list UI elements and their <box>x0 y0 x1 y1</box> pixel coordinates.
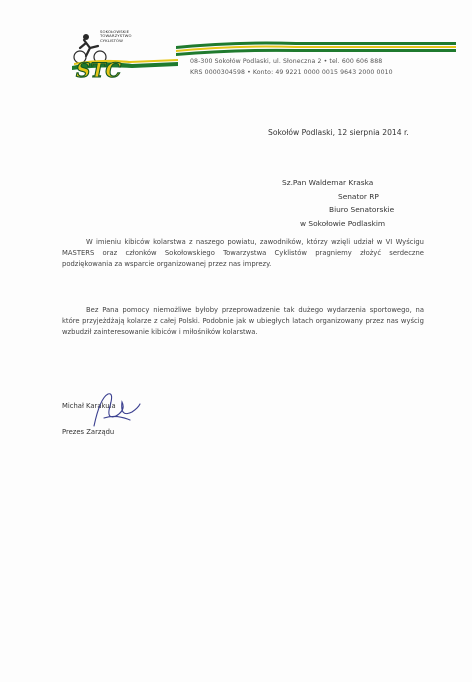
paragraph-text: W imieniu kibiców kolarstwa z naszego powiatu, zawodników, którzy wzięli udział w VI Wyścigu MASTERS oraz członków Sokołowskiego Towarzystwa Cyklistów pragniemy złożyć serdeczne podziękowania za wsparcie organizowanej przez nas imprezy. <box>62 238 424 269</box>
address-line: 08-300 Sokołów Podlaski, ul. Słoneczna 2 • tel. 600 606 888 <box>190 58 383 65</box>
signer-title: Prezes Zarządu <box>62 428 115 436</box>
body-paragraph-2 <box>62 305 424 339</box>
letterhead-stripes <box>176 40 456 56</box>
recipient-title: Senator RP <box>338 191 379 201</box>
recipient-name: Sz.Pan Waldemar Kraska <box>282 178 374 187</box>
org-name-line: SOKOŁOWSKIE <box>100 29 130 34</box>
signer-name: Michał Karakula <box>62 402 116 410</box>
org-name <box>100 30 160 43</box>
contact-info <box>190 56 440 78</box>
recipient-location: w Sokołowie Podlaskim <box>300 218 386 228</box>
recipient-office: Biuro Senatorskie <box>329 205 395 214</box>
stripe-green-bottom <box>176 49 456 56</box>
handwritten-signature <box>86 388 146 434</box>
org-name-line: TOWARZYSTWO <box>100 33 132 39</box>
letter-date: Sokołów Podlaski, 12 sierpnia 2014 r. <box>268 128 409 137</box>
org-name-line: CYKLISTÓW <box>100 37 124 43</box>
body-paragraph-1 <box>62 237 424 271</box>
logo-letters: STC <box>76 58 122 78</box>
recipient-block <box>282 176 442 230</box>
bank-line: KRS 0000304598 • Konto: 49 9221 0000 0015 9643 2000 0010 <box>190 69 393 76</box>
paragraph-text: Bez Pana pomocy niemożliwe byłoby przeprowadzenie tak dużego wydarzenia sportowego, na które przyjeżdżają kolarze z całej Polski. Podobnie jak w ubiegłych latach organizowany przez nas wyścig wzbudził zainteresowanie kibiców i miłośników kolarstwa. <box>62 306 424 337</box>
